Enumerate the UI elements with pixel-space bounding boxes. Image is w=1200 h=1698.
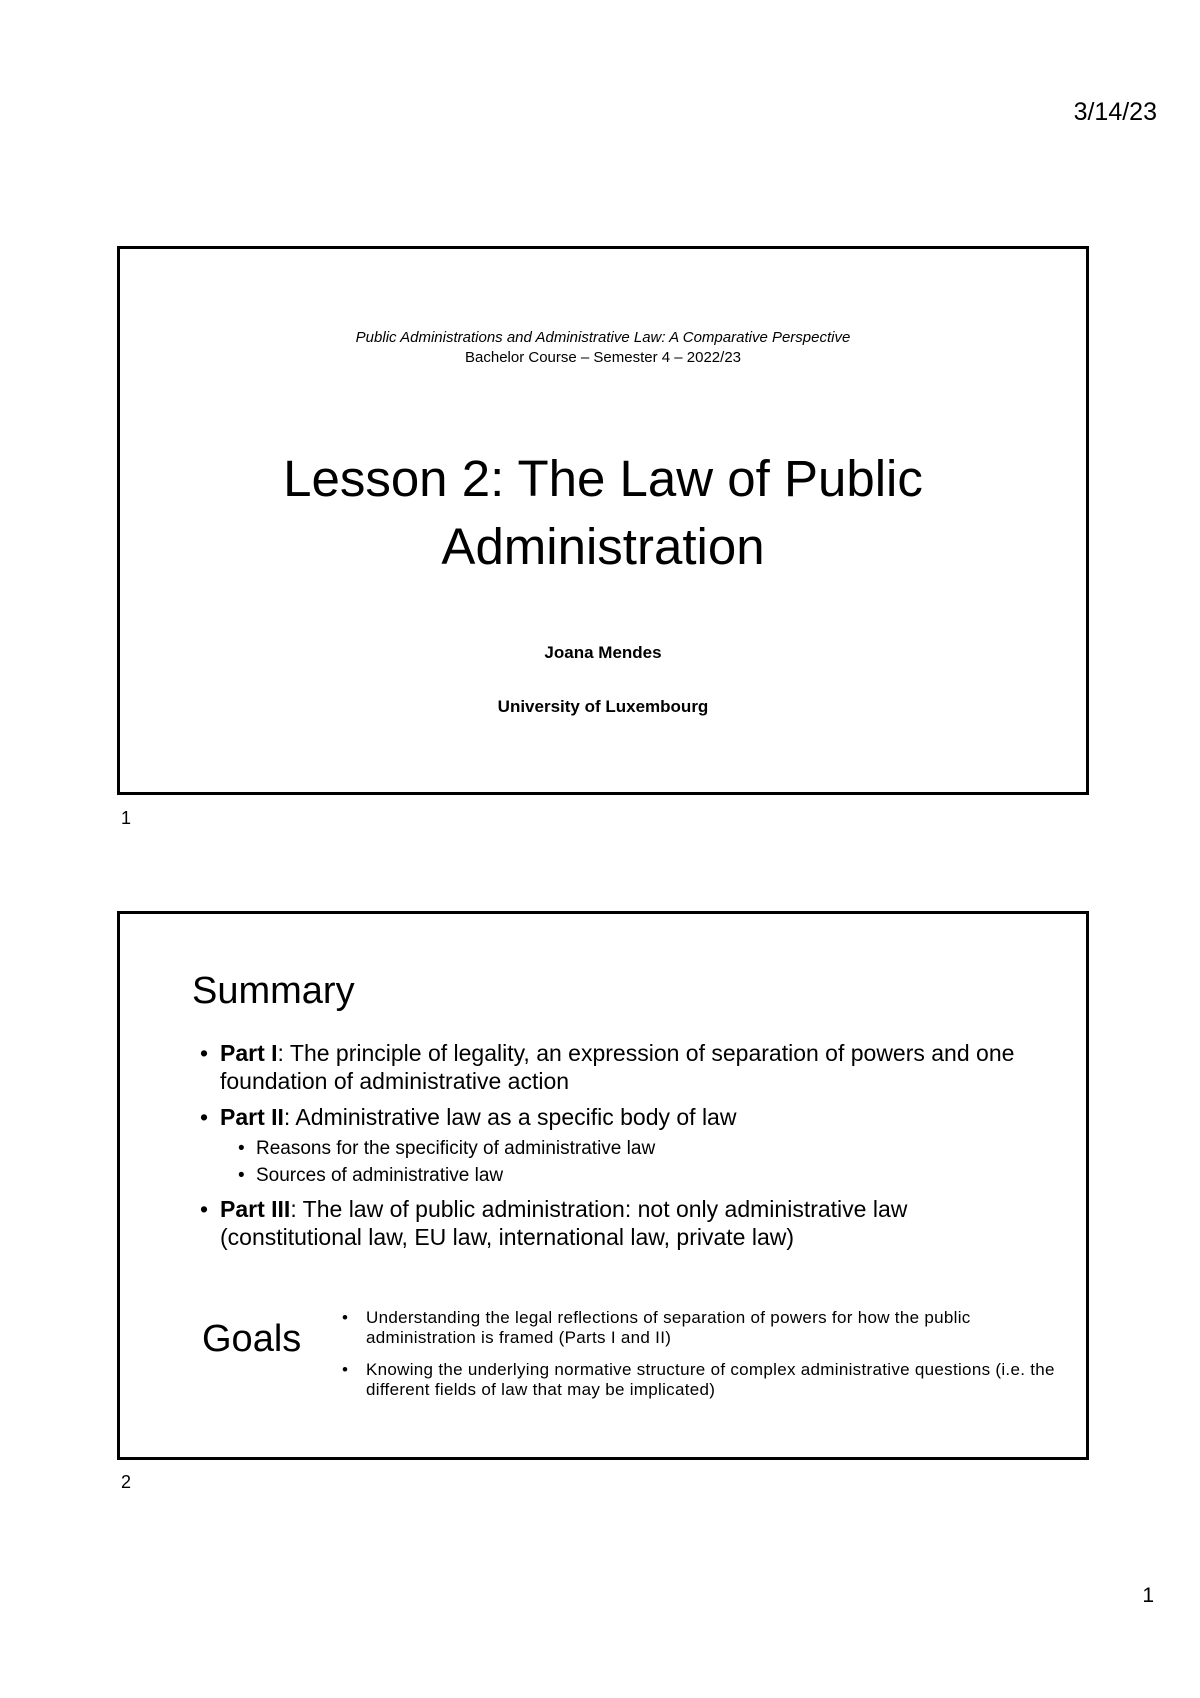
goal-item (336, 1308, 1056, 1348)
lesson-title-line-1: Lesson 2: The Law of Public (283, 450, 923, 507)
summary-item-text: : Administrative law as a specific body of law (283, 1104, 737, 1130)
bullet: • (342, 1308, 349, 1327)
slide-number-2: 2 (121, 1472, 132, 1492)
summary-subitems (192, 1135, 1052, 1189)
summary-item-text: : The law of public administration: not only administrative law (constitutional law, EU law, international law, private law) (220, 1196, 908, 1250)
bullet: • (238, 1138, 245, 1159)
summary-item-part-3 (192, 1195, 1052, 1251)
summary-item-label: Part III (220, 1196, 291, 1222)
summary-subitem (192, 1162, 1052, 1189)
lesson-title (120, 445, 1086, 581)
summary-item-part-2 (192, 1103, 1052, 1131)
slide-number-1: 1 (121, 808, 132, 828)
summary-item-label: Part II (220, 1104, 284, 1130)
summary-item-label: Part I (220, 1040, 278, 1066)
bullet: • (200, 1196, 209, 1222)
goal-text: Understanding the legal reflections of separation of powers for how the public administration is framed (Parts I and II) (366, 1308, 971, 1347)
summary-subitem-text: Reasons for the specificity of administrative law (256, 1138, 656, 1159)
bullet: • (200, 1104, 209, 1130)
course-subtitle: Bachelor Course – Semester 4 – 2022/23 (465, 349, 741, 366)
goal-text: Knowing the underlying normative structure of complex administrative questions (i.e. the different fields of law that may be implicated) (366, 1360, 1055, 1399)
document-date: 3/14/23 (1073, 98, 1157, 126)
page-number: 1 (1142, 1584, 1154, 1607)
goal-item (336, 1360, 1056, 1400)
summary-subitem-text: Sources of administrative law (256, 1165, 504, 1186)
summary-list (192, 1039, 1052, 1259)
summary-heading: Summary (192, 970, 355, 1012)
author-name: Joana Mendes (544, 643, 662, 662)
lesson-title-line-2: Administration (441, 518, 765, 575)
slide-2 (117, 911, 1089, 1460)
course-title: Public Administrations and Administrative Law: A Comparative Perspective (355, 329, 851, 346)
goals-list (336, 1308, 1056, 1412)
summary-item-text: : The principle of legality, an expression of separation of powers and one foundation of administrative action (220, 1040, 1015, 1094)
bullet: • (200, 1040, 209, 1066)
slide-1 (117, 246, 1089, 795)
university-name: University of Luxembourg (497, 697, 709, 716)
goals-heading: Goals (202, 1318, 302, 1360)
summary-subitem (192, 1135, 1052, 1162)
course-heading (120, 328, 1086, 368)
bullet: • (238, 1165, 245, 1186)
bullet: • (342, 1360, 349, 1379)
summary-item-part-1 (192, 1039, 1052, 1095)
